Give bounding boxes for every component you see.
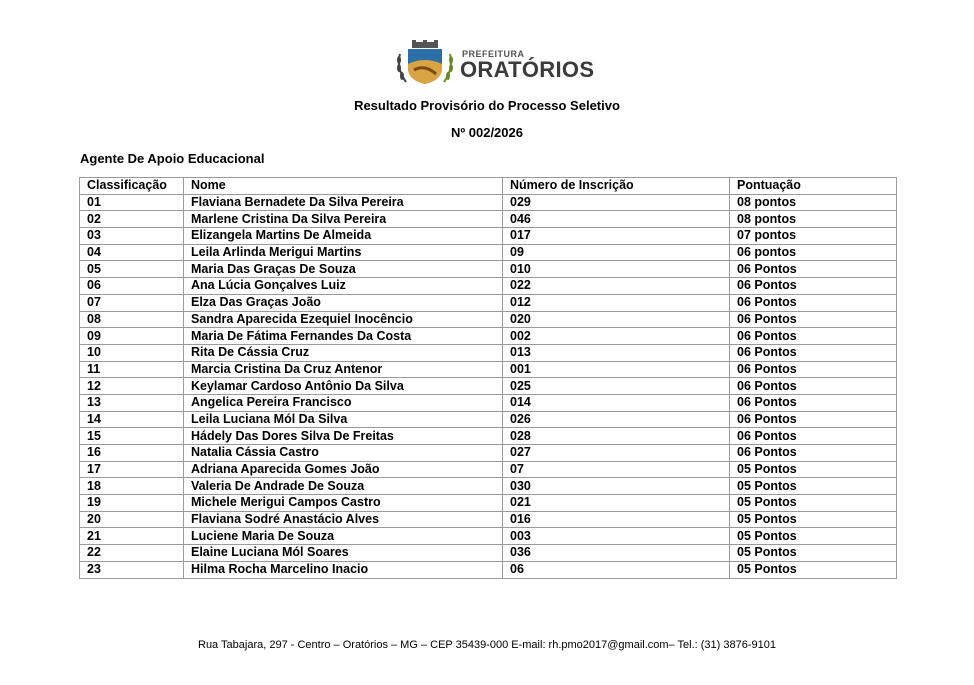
cell-classificacao: 05: [80, 261, 184, 278]
column-header-nome: Nome: [184, 178, 503, 195]
cell-numero-inscricao: 036: [503, 545, 730, 562]
cell-pontuacao: 05 Pontos: [730, 545, 897, 562]
footer-address: Rua Tabajara, 297 - Centro – Oratórios – MG – CEP 35439-000 E-mail: rh.pmo2017@gmail.com– Tel.: (31) 3876-9101: [198, 639, 776, 651]
cell-pontuacao: 05 Pontos: [730, 478, 897, 495]
cell-nome: Hádely Das Dores Silva De Freitas: [184, 428, 503, 445]
cell-classificacao: 22: [80, 545, 184, 562]
cell-numero-inscricao: 012: [503, 294, 730, 311]
logo-prefeitura-text: PREFEITURA: [462, 49, 525, 59]
cell-nome: Ana Lúcia Gonçalves Luiz: [184, 278, 503, 295]
cell-nome: Maria De Fátima Fernandes Da Costa: [184, 328, 503, 345]
cell-nome: Valeria De Andrade De Souza: [184, 478, 503, 495]
table-row: [80, 445, 897, 462]
column-header-numero-inscricao: Número de Inscrição: [503, 178, 730, 195]
cell-numero-inscricao: 003: [503, 528, 730, 545]
table-row: [80, 495, 897, 512]
cell-classificacao: 18: [80, 478, 184, 495]
cell-numero-inscricao: 020: [503, 311, 730, 328]
cell-pontuacao: 05 Pontos: [730, 561, 897, 578]
cell-classificacao: 06: [80, 278, 184, 295]
cell-nome: Marlene Cristina Da Silva Pereira: [184, 211, 503, 228]
table-row: [80, 428, 897, 445]
table-row: [80, 194, 897, 211]
cell-nome: Elaine Luciana Mól Soares: [184, 545, 503, 562]
document-title: Resultado Provisório do Processo Seletivo: [354, 98, 620, 113]
cell-pontuacao: 08 pontos: [730, 211, 897, 228]
table-row: [80, 461, 897, 478]
results-table: [79, 177, 897, 579]
cell-pontuacao: 06 Pontos: [730, 361, 897, 378]
logo-oratorios-text: ORATÓRIOS: [460, 57, 595, 82]
table-row: [80, 261, 897, 278]
cell-classificacao: 19: [80, 495, 184, 512]
cell-pontuacao: 06 Pontos: [730, 344, 897, 361]
table-row: [80, 361, 897, 378]
cell-pontuacao: 06 Pontos: [730, 445, 897, 462]
cell-nome: Keylamar Cardoso Antônio Da Silva: [184, 378, 503, 395]
document-number: Nº 002/2026: [451, 125, 523, 140]
cell-nome: Flaviana Sodré Anastácio Alves: [184, 511, 503, 528]
column-header-classificacao: Classificação: [80, 178, 184, 195]
cell-nome: Sandra Aparecida Ezequiel Inocêncio: [184, 311, 503, 328]
table-row: [80, 478, 897, 495]
cell-numero-inscricao: 07: [503, 461, 730, 478]
cell-nome: Angelica Pereira Francisco: [184, 394, 503, 411]
cell-pontuacao: 06 pontos: [730, 244, 897, 261]
table-row: [80, 561, 897, 578]
cell-pontuacao: 05 Pontos: [730, 495, 897, 512]
table-row: [80, 244, 897, 261]
cell-numero-inscricao: 06: [503, 561, 730, 578]
cell-classificacao: 12: [80, 378, 184, 395]
cell-classificacao: 10: [80, 344, 184, 361]
cell-numero-inscricao: 016: [503, 511, 730, 528]
table-row: [80, 528, 897, 545]
table-row: [80, 211, 897, 228]
cell-numero-inscricao: 027: [503, 445, 730, 462]
cell-classificacao: 11: [80, 361, 184, 378]
cell-classificacao: 15: [80, 428, 184, 445]
table-body: [80, 194, 897, 578]
cell-nome: Leila Luciana Mól Da Silva: [184, 411, 503, 428]
cell-nome: Leila Arlinda Merigui Martins: [184, 244, 503, 261]
table-row: [80, 344, 897, 361]
table-row: [80, 278, 897, 295]
cell-nome: Flaviana Bernadete Da Silva Pereira: [184, 194, 503, 211]
cell-nome: Marcia Cristina Da Cruz Antenor: [184, 361, 503, 378]
cell-pontuacao: 06 Pontos: [730, 328, 897, 345]
cell-nome: Elza Das Graças João: [184, 294, 503, 311]
table-row: [80, 411, 897, 428]
cell-pontuacao: 06 Pontos: [730, 411, 897, 428]
cell-numero-inscricao: 026: [503, 411, 730, 428]
cell-numero-inscricao: 030: [503, 478, 730, 495]
cell-classificacao: 13: [80, 394, 184, 411]
coat-of-arms-icon: [394, 40, 456, 88]
cell-nome: Natalia Cássia Castro: [184, 445, 503, 462]
cell-classificacao: 17: [80, 461, 184, 478]
cell-numero-inscricao: 021: [503, 495, 730, 512]
table-row: [80, 394, 897, 411]
cell-nome: Luciene Maria De Souza: [184, 528, 503, 545]
cell-nome: Michele Merigui Campos Castro: [184, 495, 503, 512]
cell-nome: Adriana Aparecida Gomes João: [184, 461, 503, 478]
cell-classificacao: 16: [80, 445, 184, 462]
cell-classificacao: 09: [80, 328, 184, 345]
cell-numero-inscricao: 029: [503, 194, 730, 211]
cell-numero-inscricao: 014: [503, 394, 730, 411]
section-title: Agente De Apoio Educacional: [80, 151, 265, 166]
table-row: [80, 228, 897, 245]
cell-classificacao: 03: [80, 228, 184, 245]
cell-classificacao: 07: [80, 294, 184, 311]
cell-pontuacao: 07 pontos: [730, 228, 897, 245]
cell-pontuacao: 05 Pontos: [730, 528, 897, 545]
cell-numero-inscricao: 028: [503, 428, 730, 445]
cell-classificacao: 01: [80, 194, 184, 211]
cell-numero-inscricao: 025: [503, 378, 730, 395]
cell-numero-inscricao: 013: [503, 344, 730, 361]
cell-classificacao: 20: [80, 511, 184, 528]
cell-nome: Hilma Rocha Marcelino Inacio: [184, 561, 503, 578]
cell-numero-inscricao: 002: [503, 328, 730, 345]
cell-numero-inscricao: 022: [503, 278, 730, 295]
cell-pontuacao: 06 Pontos: [730, 311, 897, 328]
prefeitura-logo: [394, 40, 594, 88]
cell-numero-inscricao: 046: [503, 211, 730, 228]
cell-pontuacao: 06 Pontos: [730, 394, 897, 411]
cell-pontuacao: 06 Pontos: [730, 378, 897, 395]
cell-nome: Rita De Cássia Cruz: [184, 344, 503, 361]
table-header-row: [80, 178, 897, 195]
cell-pontuacao: 05 Pontos: [730, 511, 897, 528]
cell-numero-inscricao: 017: [503, 228, 730, 245]
cell-numero-inscricao: 09: [503, 244, 730, 261]
table-row: [80, 311, 897, 328]
cell-numero-inscricao: 001: [503, 361, 730, 378]
table-row: [80, 545, 897, 562]
cell-pontuacao: 06 Pontos: [730, 428, 897, 445]
cell-classificacao: 02: [80, 211, 184, 228]
cell-pontuacao: 06 Pontos: [730, 261, 897, 278]
cell-nome: Maria Das Graças De Souza: [184, 261, 503, 278]
cell-classificacao: 04: [80, 244, 184, 261]
cell-classificacao: 23: [80, 561, 184, 578]
table-row: [80, 378, 897, 395]
cell-classificacao: 08: [80, 311, 184, 328]
column-header-pontuacao: Pontuação: [730, 178, 897, 195]
cell-pontuacao: 06 Pontos: [730, 294, 897, 311]
cell-nome: Elizangela Martins De Almeida: [184, 228, 503, 245]
table-row: [80, 294, 897, 311]
cell-classificacao: 14: [80, 411, 184, 428]
table-row: [80, 328, 897, 345]
cell-numero-inscricao: 010: [503, 261, 730, 278]
cell-pontuacao: 08 pontos: [730, 194, 897, 211]
table-row: [80, 511, 897, 528]
cell-classificacao: 21: [80, 528, 184, 545]
cell-pontuacao: 06 Pontos: [730, 278, 897, 295]
cell-pontuacao: 05 Pontos: [730, 461, 897, 478]
